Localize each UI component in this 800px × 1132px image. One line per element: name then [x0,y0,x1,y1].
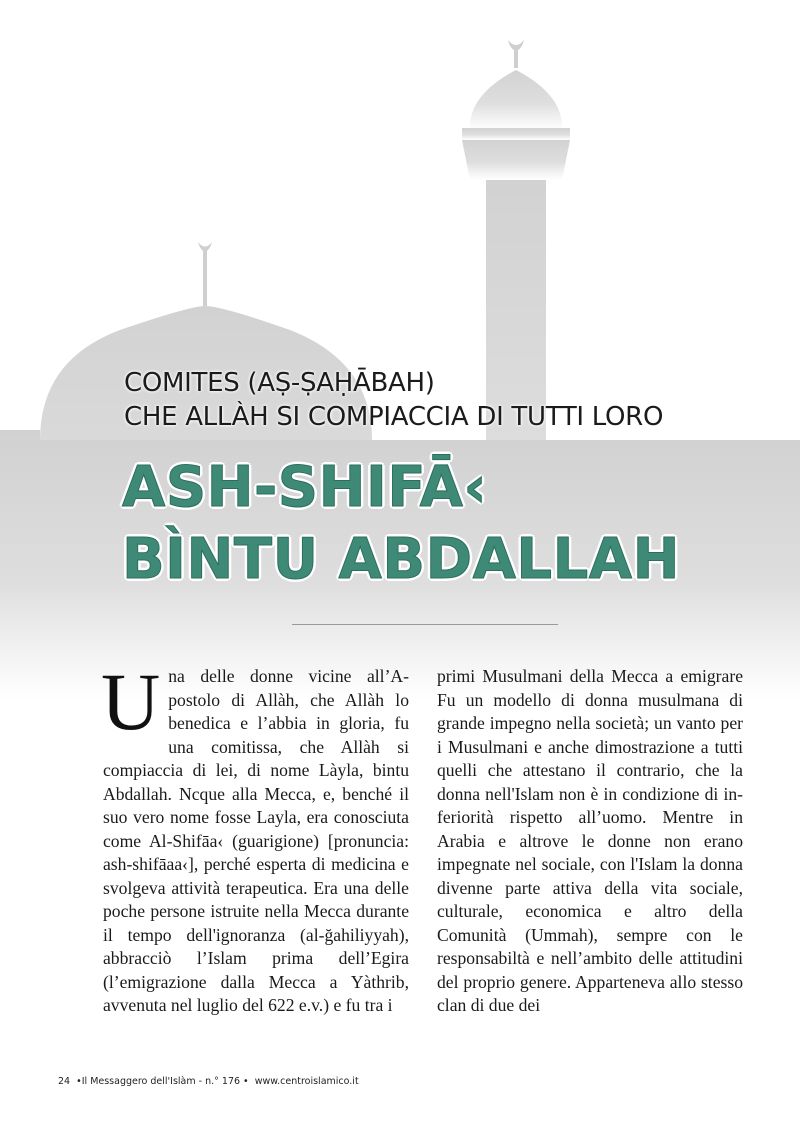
subtitle-line-1: COMITES (AṢ-ṢAḤĀBAH) [124,368,435,398]
page-number: 24 [58,1076,71,1087]
article-title [122,452,782,596]
left-column-text: na delle donne vicine all’Apostolo di Allàh, che Allàh lo benedica e l’abbia in gloria, fu una comitissa, che Allàh si compiaccia di lei, di nome Làyla, bintu Abdallah. Ncque alla Mecca, e, benché il suo vero nome fosse Layla, era conosciuta come Al-Shifāa‹ (guarigione) [pronuncia: ash-shifāaa‹], perché esperta di medicina e svolgeva attività terapeutica. Era una delle poche persone istruite nella Mecca durante il tempo dell'ignoranza (al-ğahiliyyah), abbracciò l’Islam prima dell’Egira (l’emigrazione dalla Mecca a Yàthrib, avvenuta nel luglio del 622 e.v.) e fu tra i [103,666,409,1015]
title-divider [292,624,558,625]
drop-cap: U [101,656,161,747]
publication-name: •Il Messaggero dell'Islàm - n.° 176 • [76,1076,249,1087]
website-link[interactable]: www.centroislamico.it [254,1076,359,1087]
title-line-2: BÌNTU ABDALLAH [122,527,680,592]
article-column-right [437,665,743,1018]
article-column-left [101,656,409,1018]
section-subtitle [124,366,764,434]
right-column-text: primi Musulmani della Mecca a emigrare Fu un modello di donna musulmana di grande impegno nella società; un vanto per i Musulmani e anche dimostrazione a tutti quelli che attestano il contrario, che la donna nell'Islam non è in condizione di inferiorità rispetto all’uomo. Mentre in Arabia e altrove le donne non erano impegnate nel sociale, con l'Islam la donna divenne parte attiva della vita sociale, culturale, economica e altro della Comunità (Ummah), sempre con le responsabiltà e nell’ambito delle attitudini del proprio genere. Apparteneva allo stesso clan di due dei [437,666,743,1015]
subtitle-line-2: CHE ALLÀH SI COMPIACCIA DI TUTTI LORO [124,402,664,432]
page-footer [58,1076,362,1087]
title-line-1: ASH-SHIFĀ‹ [122,455,488,520]
